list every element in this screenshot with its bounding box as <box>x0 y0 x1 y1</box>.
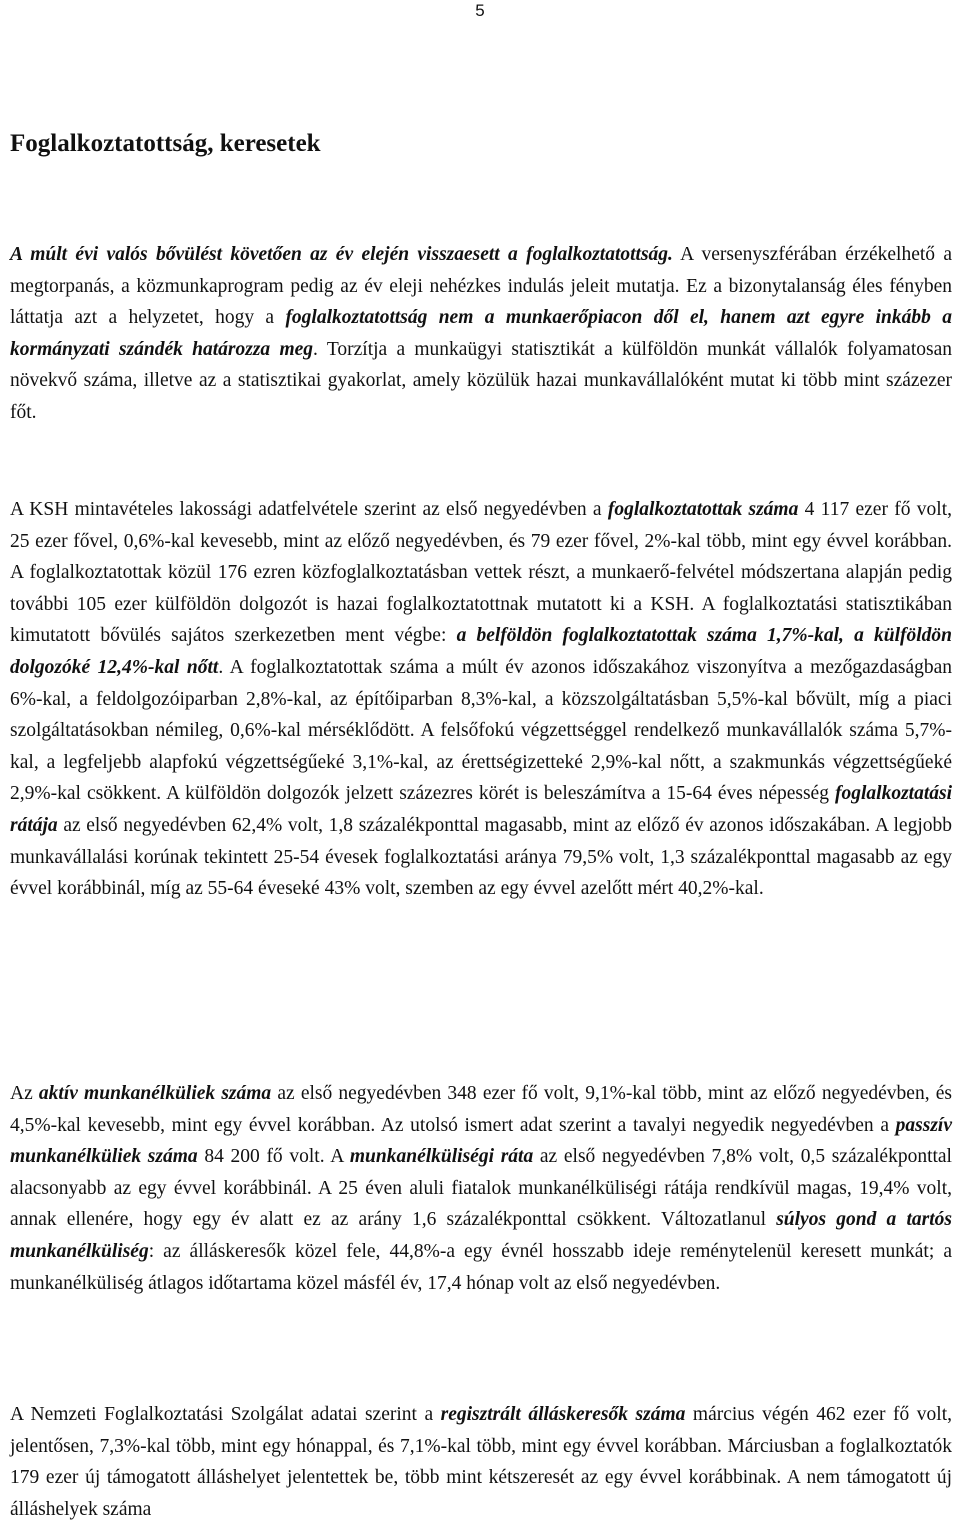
body-text: 4 117 ezer fő volt, 25 ezer fővel, 0,6%-kal kevesebb, mint az előző negyedévben, és 79 ezer fővel, 2%-kal több, mint egy évvel korábban. A foglalkoztatottak közül 176 ezren közfoglalkoztatásban vettek részt, a munkaerő-felvétel módszertana alapján pedig további 105 ezer külföldön dolgozót is hazai foglalkoztatottnak mutatott ki a KSH. A foglalkoztatási statisztikában kimutatott bővülés sajátos szerkezetben ment végbe: <box>10 499 952 647</box>
paragraph-unemployment <box>10 1078 952 1299</box>
emphasis-text: a belföldön foglalkoztatottak száma 1,7%-kal, a külföldön dolgozóké 12,4%-kal nőtt <box>10 625 953 678</box>
body-text: : az álláskeresők közel fele, 44,8%-a egy évnél hosszabb ideje reménytelenül keresett munkát; a munkanélküliség átlagos időtartama közel másfél év, 17,4 hónap volt az első negyedévben. <box>10 1240 952 1294</box>
paragraph-ksh-survey <box>10 494 952 905</box>
body-text: A versenyszférában érzékelhető a megtorpanás, a közmunkaprogram pedig az év eleji nehézkes indulás jeleit mutatja. Ez a bizonytalanság éles fényben láttatja azt a helyzetet, hogy a <box>10 244 952 329</box>
emphasis-text: passzív munkanélküliek száma <box>10 1114 952 1168</box>
emphasis-text: súlyos gond a tartós munkanélküliség <box>10 1209 952 1262</box>
emphasis-text: aktív munkanélküliek száma <box>38 1083 272 1104</box>
body-text: A Nemzeti Foglalkoztatási Szolgálat adatai szerint a <box>10 1404 441 1425</box>
body-text: az első negyedévben 62,4% volt, 1,8 százalékponttal magasabb, mint az előző év azonos időszakában. A legjobb munkavállalási korúnak tekintett 25-54 évesek foglalkoztatási aránya 79,5% volt, 1,3 százalékponttal magasabb az egy évvel korábbinál, míg az 55-64 éveseké 43% volt, szemben az egy évvel azelőtt mért 40,2%-kal. <box>10 814 952 900</box>
emphasis-text: A múlt évi valós bővülést követően az év elején visszaesett a foglalkoztatottság. <box>10 244 673 265</box>
body-text: Az <box>10 1083 39 1104</box>
emphasis-text: foglalkoztatási rátája <box>10 783 952 836</box>
body-text: . A foglalkoztatottak száma a múlt év azonos időszakához viszonyítva a mezőgazdaságban 6%-kal, a feldolgozóiparban 2,8%-kal, az építőiparban 8,3%-kal, a közszolgáltatásban 5,5%-kal bővült, míg a piaci szolgáltatásokban némileg, 0,6%-kal mérséklődött. A felsőfokú végzettséggel rendelkező munkavállalók száma 5,7%-kal, a legfeljebb alapfokú végzettségűeké 3,1%-kal, az érettségizetteké 2,9%-kal nőtt, a szakmunkás végzettségűeké 2,9%-kal csökkent. A külföldön dolgozók jelzett százezres körét is beleszámítva a 15-64 éves népesség <box>10 656 953 805</box>
emphasis-text: foglalkoztatottság nem a munkaerőpiacon dől el, hanem azt egyre inkább a kormányzati szándék határozza meg <box>10 307 952 360</box>
paragraph-employment-intro <box>10 239 952 429</box>
body-text: az első negyedévben 348 ezer fő volt, 9,1%-kal több, mint az előző negyedévben, és 4,5%-kal kevesebb, mint egy évvel korábban. Az utolsó ismert adat szerint a tavalyi negyedik negyedévben a <box>10 1083 952 1136</box>
body-text: az első negyedévben 7,8% volt, 0,5 százalékponttal alacsonyabb az egy évvel korábbinál. A 25 éven aluli fiatalok munkanélküliségi rátája rendkívül magas, 19,4% volt, annak ellenére, hogy egy év alatt ez az arány 1,6 százalékponttal csökkent. Változatlanul <box>10 1146 952 1231</box>
body-text: A KSH mintavételes lakossági adatfelvétele szerint az első negyedévben a <box>10 499 608 520</box>
body-text: 84 200 fő volt. A <box>197 1146 350 1168</box>
section-heading: Foglalkoztatottság, keresetek <box>10 130 321 157</box>
emphasis-text: foglalkoztatottak száma <box>607 499 799 520</box>
paragraph-job-seekers <box>10 1399 952 1525</box>
emphasis-text: regisztrált álláskeresők száma <box>440 1404 686 1425</box>
body-text: március végén 462 ezer fő volt, jelentősen, 7,3%-kal több, mint egy hónappal, és 7,1%-kal több, mint egy évvel korábban. Márciusban a foglalkoztatók 179 ezer új támogatott álláshelyet jelentettek be, több mint kétszeresét az egy évvel korábbinak. A nem támogatott új álláshelyek száma <box>10 1404 953 1520</box>
page-number: 5 <box>475 1 485 20</box>
body-text: . Torzítja a munkaügyi statisztikát a külföldön munkát vállalók folyamatosan növekvő száma, illetve az a statisztikai gyakorlat, amely közülük hazai munkavállalóként mutat ki több mint százezer főt. <box>10 338 952 423</box>
emphasis-text: munkanélküliségi ráta <box>349 1146 534 1168</box>
